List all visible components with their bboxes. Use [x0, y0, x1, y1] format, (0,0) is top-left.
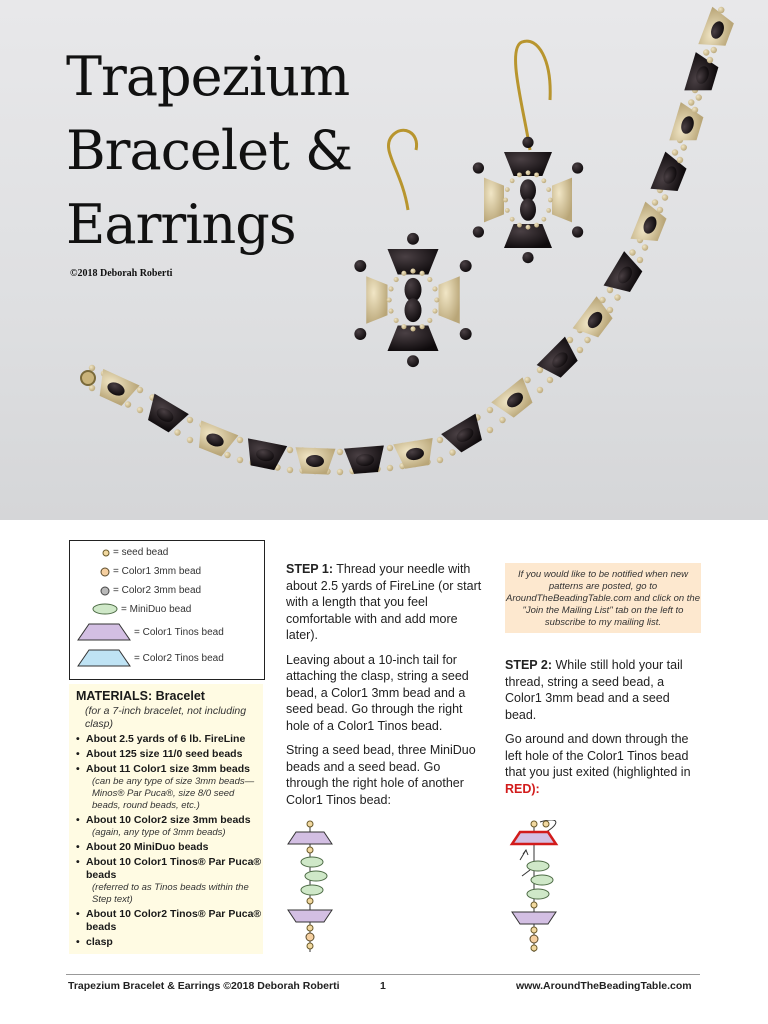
seed-bead — [662, 194, 668, 200]
seed-bead — [394, 318, 399, 323]
materials-item-text: clasp — [86, 936, 113, 948]
seed-bead — [517, 223, 522, 228]
materials-item-text: About 10 Color2 Tinos® Par Puca® beads — [86, 908, 262, 933]
materials-subheading: (for a 7-inch bracelet, not including clasp) — [85, 705, 247, 730]
tinos-bead — [366, 276, 387, 324]
seed-bead — [125, 401, 131, 407]
seed-bead — [692, 107, 698, 113]
seed-bead — [505, 187, 510, 192]
title-line-2: Bracelet & — [66, 119, 353, 182]
round-bead — [460, 328, 472, 340]
materials-item — [76, 748, 263, 761]
legend-row-color2-tinos — [77, 649, 224, 667]
bead-unit — [491, 377, 538, 422]
color1-3mm-bead-icon — [100, 567, 110, 577]
seed-bead — [696, 94, 702, 100]
seed-bead — [503, 198, 508, 203]
footer-website-link[interactable]: www.AroundTheBeadingTable.com — [516, 980, 692, 992]
materials-item — [76, 936, 263, 949]
legend-row-color1-tinos — [77, 623, 224, 641]
materials-item — [76, 733, 263, 746]
round-bead — [407, 233, 419, 245]
miniduo-bead — [520, 198, 536, 220]
clasp — [81, 371, 95, 385]
round-bead — [522, 252, 533, 263]
step1-diagram — [280, 820, 350, 955]
materials-item-text: About 11 Color1 size 3mm beads — [86, 763, 250, 775]
seed-bead — [487, 407, 493, 413]
step1-paragraph-1 — [286, 561, 486, 644]
materials-item — [76, 908, 263, 934]
copyright-notice: ©2018 Deborah Roberti — [70, 268, 173, 279]
legend-label: = Color2 Tinos bead — [134, 652, 224, 664]
legend-label: = MiniDuo bead — [121, 603, 192, 615]
seed-bead — [534, 172, 539, 177]
seed-bead — [681, 144, 687, 150]
seed-bead — [577, 347, 583, 353]
seed-bead — [548, 198, 553, 203]
legend-label: = Color1 Tinos bead — [134, 626, 224, 638]
bead-unit — [684, 52, 720, 98]
step2-highlight-word: RED): — [505, 781, 540, 796]
miniduo-bead-icon — [92, 603, 118, 615]
step1-label: STEP 1: — [286, 562, 334, 576]
step2-paragraph-2 — [505, 731, 701, 797]
step2-diagram — [500, 820, 580, 955]
materials-item-text: About 2.5 yards of 6 lb. FireLine — [86, 733, 246, 745]
round-bead — [473, 162, 484, 173]
step2-text-1: While still hold your tail thread, string a seed bead, a Color1 3mm bead and a seed bead. — [505, 658, 683, 722]
seed-bead — [652, 199, 658, 205]
seed-bead — [546, 208, 551, 213]
seed-bead — [584, 337, 590, 343]
legend-row-seed — [102, 547, 168, 558]
bead-unit — [631, 202, 670, 249]
step2-label: STEP 2: — [505, 658, 553, 672]
miniduo-bead — [405, 298, 422, 322]
color2-3mm-bead-icon — [100, 586, 110, 596]
earring — [354, 233, 471, 367]
seed-bead — [437, 437, 443, 443]
seed-bead — [517, 172, 522, 177]
seed-bead — [657, 207, 663, 213]
legend-label: = Color2 3mm bead — [113, 585, 202, 596]
seed-bead — [547, 377, 553, 383]
page-number: 1 — [380, 980, 386, 992]
round-bead — [572, 162, 583, 173]
materials-heading: MATERIALS: Bracelet — [76, 689, 205, 703]
seed-bead — [420, 271, 425, 276]
mailing-list-notice: If you would like to be notified when new patterns are posted, go to AroundTheBeadingTable.com and click on the "Join the Mailing List" tab on the left to subscribe to my mailing list. — [505, 563, 701, 633]
step2-text-2: Go around and down through the left hole of the Color1 Tinos bead that you just exited (highlighted in — [505, 732, 691, 779]
color1-tinos-bead-icon — [77, 623, 131, 641]
seed-bead — [420, 324, 425, 329]
seed-bead — [707, 57, 713, 63]
seed-bead — [387, 445, 393, 451]
seed-bead — [541, 217, 546, 222]
seed-bead — [287, 447, 293, 453]
round-bead — [522, 137, 533, 148]
footer-divider — [66, 974, 700, 975]
materials-item-text: About 20 MiniDuo beads — [86, 841, 209, 853]
seed-bead — [427, 277, 432, 282]
seed-bead — [607, 307, 613, 313]
seed-bead-icon — [102, 549, 110, 557]
legend-label: = seed bead — [113, 547, 169, 558]
seed-bead — [427, 318, 432, 323]
legend-label: = Color1 3mm bead — [113, 566, 202, 577]
seed-bead — [629, 249, 635, 255]
seed-bead — [432, 309, 437, 314]
seed-bead — [703, 49, 709, 55]
earrings-group — [354, 41, 583, 367]
miniduo-bead — [405, 278, 422, 302]
step1-paragraph-3: String a seed bead, three MiniDuo beads and a seed bead. Go through the right hole of another Color1 Tinos bead: — [286, 743, 476, 807]
seed-bead — [499, 417, 505, 423]
round-bead — [354, 260, 366, 272]
step2-column — [505, 657, 701, 805]
step2-paragraph-1 — [505, 657, 701, 723]
seed-bead — [541, 178, 546, 183]
bead-unit — [141, 394, 189, 437]
title-line-1: Trapezium — [66, 45, 350, 108]
bead-unit — [669, 102, 705, 148]
seed-bead — [526, 225, 531, 230]
seed-bead — [137, 387, 143, 393]
tinos-bead — [439, 276, 460, 324]
seed-bead — [510, 178, 515, 183]
seed-bead — [337, 449, 343, 455]
materials-list — [69, 733, 263, 949]
round-bead — [473, 226, 484, 237]
seed-bead — [677, 157, 683, 163]
step1-paragraph-2: Leaving about a 10-inch tail for attaching the clasp, string a seed bead, a Color1 3mm bead and a seed bead. Go through the right hole of a Color1 Tinos bead. — [286, 652, 469, 733]
earring — [473, 137, 583, 263]
seed-bead — [614, 294, 620, 300]
legend-row-color2-3mm — [100, 585, 201, 596]
seed-bead — [534, 223, 539, 228]
seed-bead — [337, 469, 343, 475]
seed-bead — [410, 326, 415, 331]
seed-bead — [394, 277, 399, 282]
seed-bead — [642, 244, 648, 250]
bead-unit — [537, 337, 584, 384]
seed-bead — [237, 437, 243, 443]
seed-bead — [607, 287, 613, 293]
tinos-bead — [552, 178, 572, 223]
seed-bead — [174, 429, 180, 435]
seed-bead — [388, 309, 393, 314]
bead-unit — [698, 7, 736, 54]
bead-legend — [69, 540, 265, 680]
seed-bead — [437, 457, 443, 463]
materials-item-text: About 125 size 11/0 seed beads — [86, 748, 243, 760]
miniduo-bead — [520, 179, 536, 201]
bead-unit — [573, 296, 618, 344]
legend-row-color1-3mm — [100, 566, 201, 577]
materials-item — [76, 841, 263, 854]
bead-unit — [192, 421, 239, 460]
materials-item-note: (can be any type of size 3mm beads—Minos® Par Puca®, size 8/0 seed beads, round beads, etc.) — [92, 776, 255, 811]
tinos-bead — [484, 178, 504, 223]
materials-item — [76, 856, 263, 906]
seed-bead — [637, 257, 643, 263]
seed-bead — [387, 465, 393, 471]
bead-unit — [441, 414, 489, 457]
color2-tinos-bead-icon — [77, 649, 131, 667]
seed-bead — [510, 217, 515, 222]
title-line-3: Earrings — [66, 193, 296, 256]
seed-bead — [237, 457, 243, 463]
round-bead — [354, 328, 366, 340]
footer-title: Trapezium Bracelet & Earrings ©2018 Deborah Roberti — [68, 980, 340, 992]
seed-bead — [672, 149, 678, 155]
seed-bead — [224, 452, 230, 458]
materials-item-note: (again, any type of 3mm beads) — [92, 827, 226, 838]
seed-bead — [387, 297, 392, 302]
step1-column — [286, 561, 486, 816]
materials-item-note: (referred to as Tinos beads within the Step text) — [92, 882, 249, 905]
seed-bead — [434, 297, 439, 302]
seed-bead — [546, 187, 551, 192]
seed-bead — [524, 377, 530, 383]
materials-item-text: About 10 Color2 size 3mm beads — [86, 814, 251, 826]
materials-item — [76, 763, 263, 812]
seed-bead — [187, 437, 193, 443]
seed-bead — [449, 449, 455, 455]
seed-bead — [137, 407, 143, 413]
round-bead — [572, 226, 583, 237]
seed-bead — [711, 47, 717, 53]
legend-row-miniduo — [92, 603, 191, 615]
seed-bead — [526, 170, 531, 175]
materials-item — [76, 814, 263, 839]
bead-unit — [651, 152, 690, 199]
seed-bead — [487, 427, 493, 433]
seed-bead — [401, 271, 406, 276]
bead-unit — [92, 369, 139, 409]
seed-bead — [432, 286, 437, 291]
round-bead — [407, 355, 419, 367]
seed-bead — [388, 286, 393, 291]
seed-bead — [287, 467, 293, 473]
seed-bead — [187, 417, 193, 423]
seed-bead — [688, 99, 694, 105]
materials-item-text: About 10 Color1 Tinos® Par Puca® beads — [86, 856, 262, 881]
seed-bead — [410, 269, 415, 274]
materials-box — [69, 684, 263, 954]
round-bead — [460, 260, 472, 272]
step1-text-1: Thread your needle with about 2.5 yards of FireLine (or start with a length that you feel comfortable with and add more later). — [286, 562, 482, 642]
page-title — [66, 40, 352, 262]
seed-bead — [505, 208, 510, 213]
seed-bead — [537, 387, 543, 393]
seed-bead — [401, 324, 406, 329]
